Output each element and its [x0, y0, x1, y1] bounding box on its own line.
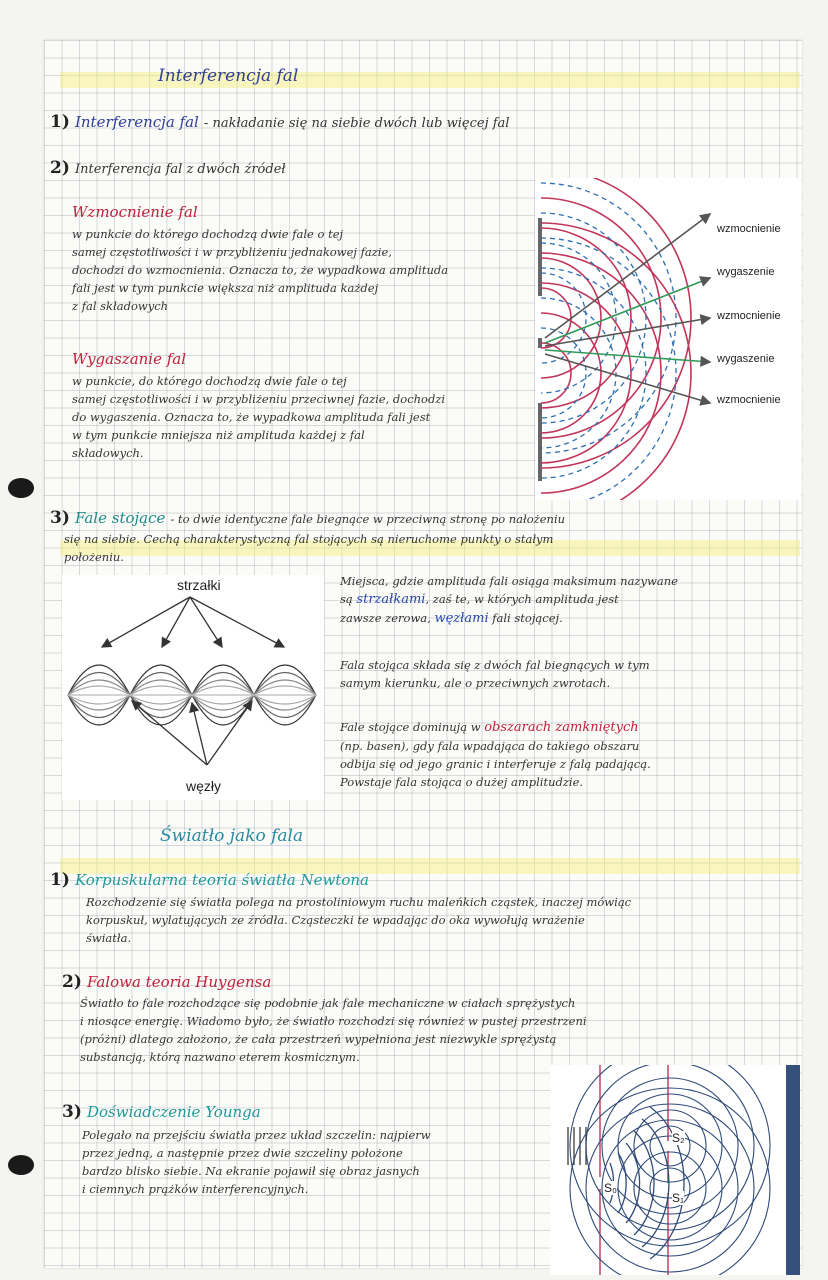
- sec1-number: 1): [50, 112, 70, 132]
- sec3-heading: Fale stojące: [74, 509, 166, 527]
- light2-text: [80, 994, 587, 1066]
- text-line: Polegało na przejściu światła przez układ szczelin: najpierw: [82, 1128, 431, 1142]
- binder-hole: [8, 1155, 34, 1175]
- light1-text: [86, 893, 631, 947]
- antinodes-label: strzałki: [177, 577, 221, 593]
- term-nodes: węzłami: [434, 611, 489, 626]
- light-section-title: Światło jako fala: [160, 826, 304, 846]
- damping-text: [72, 372, 445, 462]
- text-part: , zaś te, w których amplituda jest: [425, 592, 619, 606]
- light3-number: 3): [62, 1102, 82, 1122]
- text-line: przez jedną, a następnie przez dwie szczeliny położone: [82, 1146, 403, 1160]
- sec2-row: [50, 158, 286, 179]
- sec1-row: [50, 112, 509, 133]
- light1-number: 1): [50, 870, 70, 890]
- sec3-text: [64, 530, 553, 566]
- sec3-number: 3): [50, 508, 70, 528]
- young-diagram: [550, 1065, 800, 1275]
- text-line: światła.: [86, 931, 132, 945]
- text-line: bardzo blisko siebie. Na ekranie pojawił się obraz jasnych: [82, 1164, 420, 1178]
- sec1-text: - nakładanie się na siebie dwóch lub więcej fal: [203, 116, 510, 131]
- interference-label: wzmocnienie: [717, 394, 781, 406]
- text-line: w punkcie, do którego dochodzą dwie fale o tej: [72, 374, 347, 388]
- slit-s2-label: S₂: [672, 1131, 685, 1145]
- sec3-row: [50, 508, 565, 528]
- text-line: samej częstotliwości i w przybliżeniu przeciwnej fazie, dochodzi: [72, 392, 446, 406]
- standing-wave-figure: [62, 575, 324, 800]
- light2-heading: Falowa teoria Huygensa: [86, 973, 272, 991]
- sec2-number: 2): [50, 158, 70, 178]
- text-line: w tym punkcie mniejsza niż amplituda każdej z fal: [72, 428, 365, 442]
- interference-label: wygaszenie: [717, 266, 775, 278]
- reinforcement-text: [72, 225, 448, 315]
- text-line: Rozchodzenie się światła polega na prostoliniowym ruchu maleńkich cząstek, inaczej mówiąc: [86, 895, 632, 909]
- slit-s0-label: S₀: [604, 1181, 617, 1195]
- text-line: Powstaje fala stojąca o dużej amplitudzie.: [340, 775, 584, 789]
- text-line: fali jest w tym punkcie większa niż amplituda każdej: [72, 281, 379, 295]
- text-line: Fala stojąca składa się z dwóch fal biegnących w tym: [340, 658, 650, 672]
- interference-label: wzmocnienie: [717, 223, 781, 235]
- text-line: i ciemnych prążków interferencyjnych.: [82, 1182, 309, 1196]
- term-closed-areas: obszarach zamkniętych: [484, 720, 639, 735]
- slit-s1-label: S₁: [672, 1191, 685, 1205]
- light2-number: 2): [62, 972, 82, 992]
- light2-row: [62, 972, 271, 992]
- light3-text: [82, 1126, 431, 1198]
- text-line: korpuskuł, wylatujących ze źródła. Cząsteczki te wpadając do oka wywołują wrażenie: [86, 913, 585, 927]
- text-line: i niosące energię. Wiadomo było, że światło rozchodzi się również w pustej przestrzeni: [80, 1014, 587, 1028]
- reinforcement-heading: Wzmocnienie fal: [72, 203, 198, 221]
- text-line: dochodzi do wzmocnienia. Oznacza to, że wypadkowa amplituda: [72, 263, 449, 277]
- light1-row: [50, 870, 369, 890]
- text-line: Miejsca, gdzie amplituda fali osiąga maksimum nazywane: [340, 574, 678, 588]
- standing-wave-diagram: [62, 575, 324, 800]
- damping-heading: Wygaszanie fal: [72, 350, 187, 368]
- text-line: Światło to fale rozchodzące się podobnie jak fale mechaniczne w ciałach sprężystych: [80, 996, 576, 1010]
- text-line: samej częstotliwości i w przybliżeniu jednakowej fazie,: [72, 245, 392, 259]
- text-line: do wygaszenia. Oznacza to, że wypadkowa amplituda fali jest: [72, 410, 431, 424]
- interference-label: wzmocnienie: [717, 310, 781, 322]
- text-line: w punkcie do którego dochodzą dwie fale o tej: [72, 227, 344, 241]
- text-line: samym kierunku, ale o przeciwnych zwrotach.: [340, 676, 611, 690]
- composed-text: [340, 656, 650, 692]
- text-line: się na siebie. Cechą charakterystyczną fal stojących są nieruchome punkty o stałym: [64, 532, 554, 546]
- sec2-text: Interferencja fal z dwóch źródeł: [74, 162, 286, 177]
- interference-label: wygaszenie: [717, 353, 775, 365]
- text-line: składowych.: [72, 446, 144, 460]
- page-title: Interferencja fal: [158, 66, 299, 86]
- text-part: fali stojącej.: [492, 611, 563, 625]
- light3-row: [62, 1102, 261, 1122]
- light1-heading: Korpuskularna teoria światła Newtona: [74, 871, 369, 889]
- term-antinodes: strzałkami: [356, 592, 426, 607]
- light3-heading: Doświadczenie Younga: [86, 1103, 261, 1121]
- young-experiment-figure: [550, 1065, 800, 1275]
- interference-figure: [535, 178, 801, 500]
- text-line: - to dwie identyczne fale biegnące w przeciwną stronę po nałożeniu: [170, 512, 566, 526]
- text-part: są: [340, 592, 353, 606]
- closed-areas-text: [340, 718, 651, 791]
- binder-hole: [8, 478, 34, 498]
- nodes-label: węzły: [186, 778, 222, 794]
- text-line: odbija się od jego granic i interferuje z falą padającą.: [340, 757, 651, 771]
- text-line: położeniu.: [64, 550, 124, 564]
- text-line: (np. basen), gdy fala wpadająca do takiego obszaru: [340, 739, 640, 753]
- antinodes-text: [340, 572, 678, 628]
- sec1-heading: Interferencja fal: [74, 113, 199, 131]
- text-line: z fal składowych: [72, 299, 169, 313]
- text-line: substancją, którą nazwano eterem kosmicznym.: [80, 1050, 360, 1064]
- text-line: (próżni) dlatego założono, że cała przestrzeń wypełniona jest niezwykle sprężystą: [80, 1032, 557, 1046]
- text-part: Fale stojące dominują w: [340, 720, 481, 734]
- text-part: zawsze zerowa,: [340, 611, 431, 625]
